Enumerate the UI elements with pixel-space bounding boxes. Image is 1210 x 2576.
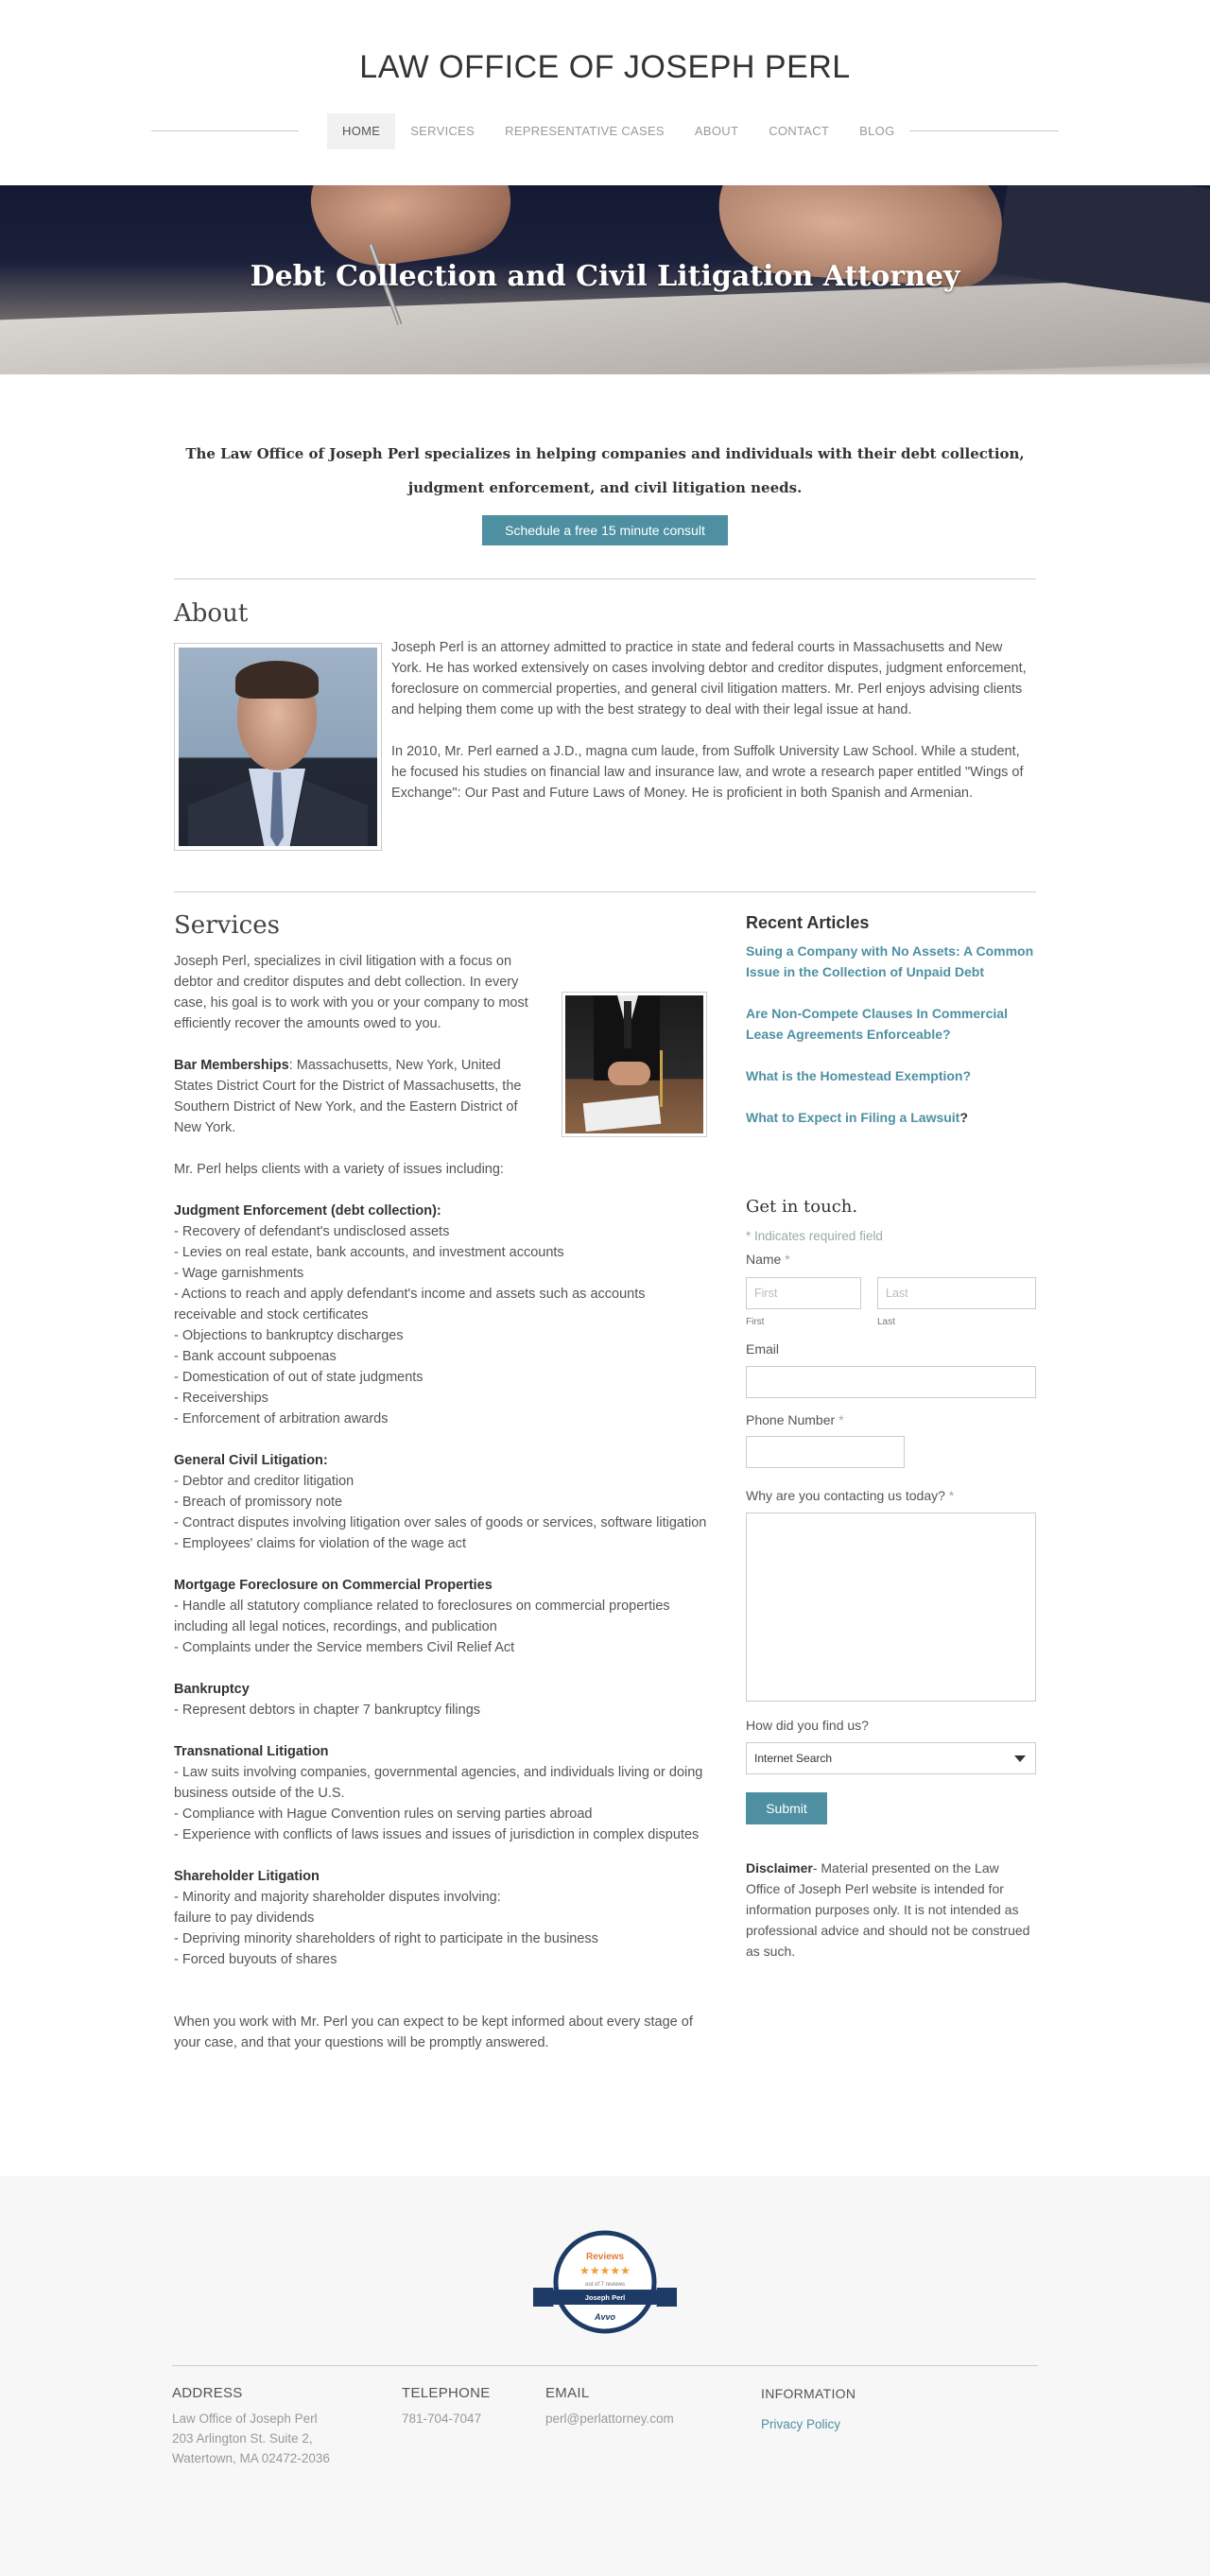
- disclaimer: [746, 1858, 1036, 1962]
- service-item: - Represent debtors in chapter 7 bankruptcy filings: [174, 1703, 481, 1718]
- attorney-portrait: [174, 643, 382, 851]
- footer-divider: [172, 2365, 1038, 2366]
- service-item: failure to pay dividends: [174, 1910, 315, 1926]
- service-item: - Actions to reach and apply defendant's income and assets such as accounts receivable and stock certificates: [174, 1287, 646, 1323]
- why-label-text: Why are you contacting us today?: [746, 1488, 945, 1503]
- article-suffix: ?: [959, 1110, 968, 1125]
- badge-name: Joseph Perl: [584, 2293, 626, 2302]
- address-line: 203 Arlington St. Suite 2,: [172, 2431, 313, 2446]
- services-closing: When you work with Mr. Perl you can expect to be kept informed about every stage of your case, and that your questions will be promptly answered.: [174, 2014, 693, 2050]
- chevron-down-icon: [1014, 1755, 1026, 1762]
- article-link[interactable]: Suing a Company with No Assets: A Common Issue in the Collection of Unpaid Debt: [746, 943, 1034, 979]
- article-link[interactable]: Are Non-Compete Clauses In Commercial Lease Agreements Enforceable?: [746, 1006, 1008, 1042]
- service-item: - Objections to bankruptcy discharges: [174, 1328, 404, 1343]
- about-paragraph: In 2010, Mr. Perl earned a J.D., magna cum laude, from Suffolk University Law School. While a student, he focused his studies on financial law and insurance law, and wrote a research paper entitled "Wings of Exchange": Our Past and Future Laws of Money. He is proficient in both Spanish and Armenian.: [391, 744, 1024, 801]
- service-group: [174, 1866, 707, 1970]
- email-link[interactable]: perl@perlattorney.com: [545, 2412, 674, 2426]
- service-item: - Experience with conflicts of laws issues and issues of jurisdiction in complex disputes: [174, 1827, 700, 1842]
- service-item: - Domestication of out of state judgments: [174, 1370, 424, 1385]
- required-star: *: [785, 1252, 790, 1267]
- nav-home[interactable]: HOME: [327, 113, 395, 149]
- service-item: - Complaints under the Service members Civil Relief Act: [174, 1640, 515, 1655]
- article-row: [746, 1107, 1036, 1128]
- first-name-input[interactable]: First: [746, 1277, 861, 1309]
- services-content: [174, 951, 707, 2074]
- contact-form-heading-wrap: [746, 1197, 1036, 1217]
- contact-form-heading: Get in touch.: [746, 1197, 858, 1217]
- badge-stars: ★★★★★: [579, 2264, 631, 2277]
- service-item: - Contract disputes involving litigation over sales of goods or services, software litigation: [174, 1515, 707, 1530]
- email-label: Email: [746, 1341, 780, 1357]
- badge-brand: Avvo: [594, 2312, 616, 2322]
- recent-articles: [746, 913, 1036, 1128]
- divider: [174, 891, 1036, 892]
- service-group-title: Bankruptcy: [174, 1682, 250, 1697]
- how-found-select[interactable]: [746, 1742, 1036, 1774]
- last-sublabel: Last: [877, 1317, 895, 1327]
- first-sublabel: First: [746, 1317, 765, 1327]
- submit-button[interactable]: Submit: [746, 1792, 827, 1824]
- address-block: [172, 2409, 330, 2468]
- service-item: - Levies on real estate, bank accounts, and investment accounts: [174, 1245, 564, 1260]
- about-paragraph: Joseph Perl is an attorney admitted to practice in state and federal courts in Massachusetts and New York. He has worked extensively on cases involving debtor and creditor disputes, judgment enforcement, foreclosure on commercial properties, and general civil litigation matters. Mr. Perl enjoys advising clients and helping them come up with the best strategy to deal with their legal issue at hand.: [391, 640, 1027, 717]
- address-line: Watertown, MA 02472-2036: [172, 2451, 330, 2465]
- email-heading: EMAIL: [545, 2385, 590, 2401]
- about-text: [391, 637, 1036, 804]
- name-label-text: Name: [746, 1252, 782, 1267]
- why-label: [746, 1488, 954, 1503]
- disclaimer-label: Disclaimer: [746, 1860, 813, 1876]
- schedule-consult-button[interactable]: Schedule a free 15 minute consult: [482, 515, 728, 545]
- bar-memberships-label: Bar Memberships: [174, 1058, 289, 1073]
- service-item: - Debtor and creditor litigation: [174, 1474, 354, 1489]
- service-group: [174, 1679, 707, 1720]
- intro-text: The Law Office of Joseph Perl specializes in helping companies and individuals with their debt collection, judgment enforcement, and civil litigation needs.: [185, 445, 1025, 496]
- phone-label-text: Phone Number: [746, 1412, 836, 1427]
- required-note: * Indicates required field: [746, 1229, 883, 1243]
- service-group-title: General Civil Litigation:: [174, 1453, 328, 1468]
- service-item: - Enforcement of arbitration awards: [174, 1411, 389, 1426]
- telephone-number[interactable]: 781-704-7047: [402, 2412, 482, 2426]
- service-group: [174, 1201, 707, 1429]
- required-star: *: [948, 1488, 955, 1503]
- service-group: [174, 1575, 707, 1658]
- service-group-title: Mortgage Foreclosure on Commercial Properties: [174, 1578, 493, 1593]
- phone-field[interactable]: [746, 1436, 905, 1468]
- service-item: - Breach of promissory note: [174, 1495, 343, 1510]
- recent-articles-heading: Recent Articles: [746, 913, 870, 932]
- bar-memberships: [174, 1055, 543, 1138]
- nav-contact[interactable]: CONTACT: [769, 124, 830, 138]
- nav-about[interactable]: ABOUT: [694, 124, 739, 138]
- service-item: - Recovery of defendant's undisclosed assets: [174, 1224, 450, 1239]
- service-item: - Bank account subpoenas: [174, 1349, 337, 1364]
- how-label: How did you find us?: [746, 1718, 869, 1733]
- services-heading: Services: [174, 911, 280, 940]
- service-item: - Employees' claims for violation of the wage act: [174, 1536, 467, 1551]
- article-link[interactable]: What to Expect in Filing a Lawsuit: [746, 1110, 960, 1125]
- avvo-reviews-badge[interactable]: [531, 2229, 679, 2341]
- privacy-policy-link[interactable]: Privacy Policy: [761, 2417, 841, 2431]
- service-item: - Forced buyouts of shares: [174, 1952, 337, 1967]
- site-title[interactable]: LAW OFFICE OF JOSEPH PERL: [359, 49, 851, 85]
- badge-title: Reviews: [585, 2252, 625, 2262]
- disclaimer-text: - Material presented on the Law Office of Joseph Perl website is intended for information purposes only. It is not intended as professional advice and should not be construed as such.: [746, 1860, 1030, 1959]
- nav-services[interactable]: SERVICES: [410, 124, 475, 138]
- service-group: [174, 1741, 707, 1845]
- services-intro: Joseph Perl, specializes in civil litigation with a focus on debtor and creditor disputes and debt collection. In every case, his goal is to work with you or your company to most efficiently recover the amounts owed to you.: [174, 954, 528, 1031]
- email-field[interactable]: [746, 1366, 1036, 1398]
- service-item: - Wage garnishments: [174, 1266, 304, 1281]
- telephone-heading: TELEPHONE: [402, 2385, 491, 2401]
- service-item: - Compliance with Hague Convention rules on serving parties abroad: [174, 1807, 593, 1822]
- main-nav: [327, 113, 910, 149]
- service-item: - Law suits involving companies, governmental agencies, and individuals living or doing business outside of the U.S.: [174, 1765, 703, 1801]
- service-item: - Handle all statutory compliance related to foreclosures on commercial properties including all legal notices, recordings, and publication: [174, 1599, 670, 1634]
- phone-label: [746, 1412, 844, 1427]
- address-heading: ADDRESS: [172, 2385, 243, 2401]
- nav-divider-right: [909, 130, 1059, 131]
- badge-subtext: out of 7 reviews: [584, 2282, 626, 2288]
- service-item: - Depriving minority shareholders of right to participate in the business: [174, 1931, 598, 1946]
- nav-blog[interactable]: BLOG: [859, 124, 895, 138]
- nav-divider-left: [151, 130, 299, 131]
- address-line: Law Office of Joseph Perl: [172, 2412, 318, 2426]
- last-name-input[interactable]: Last: [877, 1277, 1036, 1309]
- hero-heading: Debt Collection and Civil Litigation Attorney: [250, 260, 960, 293]
- service-group: [174, 1450, 707, 1554]
- nav-representative-cases[interactable]: REPRESENTATIVE CASES: [505, 124, 665, 138]
- how-found-value: Internet Search: [754, 1752, 833, 1765]
- service-group-title: Judgment Enforcement (debt collection):: [174, 1203, 441, 1219]
- about-heading: About: [174, 599, 249, 628]
- service-item: - Receiverships: [174, 1391, 268, 1406]
- information-heading: INFORMATION: [761, 2386, 856, 2401]
- bar-memberships-text: : Massachusetts, New York, United States District Court for the District of Massachusetts, the Southern District of New York, and the Eastern District of New York.: [174, 1058, 522, 1135]
- name-label: [746, 1252, 790, 1267]
- required-star: *: [838, 1412, 844, 1427]
- article-link[interactable]: What is the Homestead Exemption?: [746, 1068, 972, 1083]
- services-helps: Mr. Perl helps clients with a variety of issues including:: [174, 1162, 504, 1177]
- message-textarea[interactable]: [746, 1513, 1036, 1702]
- hero-banner: [0, 185, 1210, 374]
- service-item: - Minority and majority shareholder disputes involving:: [174, 1890, 501, 1905]
- service-group-title: Transnational Litigation: [174, 1744, 329, 1759]
- service-group-title: Shareholder Litigation: [174, 1869, 320, 1884]
